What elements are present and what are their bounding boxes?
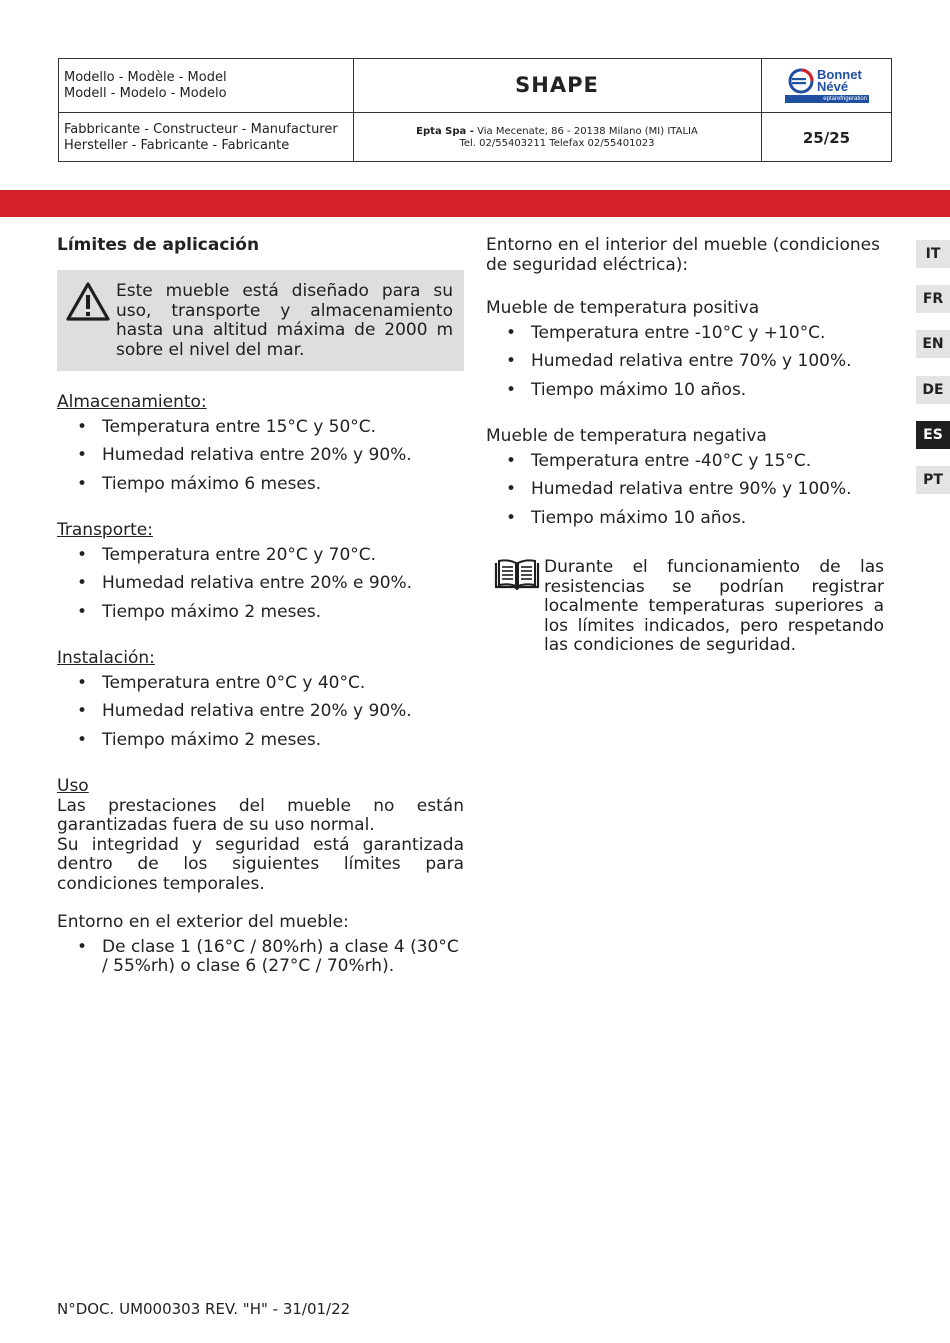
model-label-line: Modello - Modèle - Model (64, 70, 227, 85)
lang-tab-it[interactable]: IT (916, 240, 950, 268)
lang-tab-en[interactable]: EN (916, 330, 950, 358)
installation-heading: Instalación: (57, 648, 155, 668)
warning-text: Este mueble está diseñado para su uso, transporte y almacenamiento hasta una altitud máxima de 2000 m sobre el nivel del mar. (116, 281, 453, 360)
warning-box (57, 270, 464, 371)
interior-heading: Entorno en el interior del mueble (condiciones de seguridad eléctrica): (486, 235, 880, 275)
exterior-heading: Entorno en el exterior del mueble: (57, 912, 349, 932)
model-label (59, 70, 353, 102)
lang-tab-fr[interactable]: FR (916, 285, 950, 313)
list-item: • Humedad relativa entre 20% y 90%. (57, 702, 464, 722)
company-address-line (353, 126, 761, 138)
brand-logo (761, 59, 892, 112)
transport-heading: Transporte: (57, 520, 153, 540)
company-name: Epta Spa - (416, 126, 474, 137)
company-address: Via Mecenate, 86 - 20138 Milano (MI) ITALIA (477, 126, 698, 137)
logo-brand-line: Bonnet (817, 67, 862, 82)
lang-tab-de[interactable]: DE (916, 376, 950, 404)
logo-euro-icon (787, 67, 817, 95)
installation-section (57, 649, 464, 750)
open-book-icon (494, 559, 540, 591)
list-item: • Temperatura entre -40°C y 15°C. (486, 452, 894, 472)
logo-brand-line: Névé (817, 79, 849, 94)
logo-mark (785, 67, 871, 105)
list-item: • Humedad relativa entre 90% y 100%. (486, 480, 894, 500)
list-item: • Temperatura entre 15°C y 50°C. (57, 418, 464, 438)
positive-section (486, 299, 894, 400)
list-item: • Tiempo máximo 2 meses. (57, 731, 464, 751)
manufacturer-label-line: Hersteller - Fabricante - Fabricante (64, 138, 290, 153)
list-item: • Tiempo máximo 2 meses. (57, 603, 464, 623)
model-name: SHAPE (515, 73, 599, 97)
negative-heading: Mueble de temperatura negativa (486, 426, 767, 446)
list-item: • Tiempo máximo 6 meses. (57, 475, 464, 495)
manufacturer-label-line: Fabbricante - Constructeur - Manufacturer (64, 122, 338, 137)
note-text: Durante el funcionamiento de las resistencias se podrían registrar localmente temperaturas superiores a los límites indicados, pero respetando las condiciones de seguridad. (544, 557, 884, 655)
list-item: • Humedad relativa entre 70% y 100%. (486, 352, 894, 372)
list-item: • Tiempo máximo 10 años. (486, 509, 894, 529)
list-item: • Humedad relativa entre 20% y 90%. (57, 446, 464, 466)
list-item: • Temperatura entre 20°C y 70°C. (57, 546, 464, 566)
negative-section (486, 427, 894, 528)
transport-section (57, 521, 464, 622)
header-table (58, 58, 892, 162)
company-phone: Tel. 02/55403211 Telefax 02/55401023 (459, 138, 655, 149)
model-label-line: Modell - Modelo - Modelo (64, 86, 227, 101)
storage-section (57, 393, 464, 494)
exterior-section (57, 913, 464, 977)
storage-heading: Almacenamiento: (57, 392, 207, 412)
list-item: • Tiempo máximo 10 años. (486, 381, 894, 401)
section-title: Límites de aplicación (57, 235, 260, 255)
page-number: 25/25 (802, 129, 851, 147)
lang-tab-es[interactable]: ES (916, 421, 950, 449)
manufacturer-label (59, 122, 353, 154)
positive-heading: Mueble de temperatura positiva (486, 298, 760, 318)
header-divider (59, 112, 891, 113)
use-paragraph: Las prestaciones del mueble no están garantizadas fuera de su uso normal. (57, 795, 464, 835)
company-info (353, 126, 761, 150)
list-item: • De clase 1 (16°C / 80%rh) a clase 4 (30°C / 55%rh) o clase 6 (27°C / 70%rh). (57, 938, 464, 977)
use-heading: Uso (57, 776, 89, 796)
doc-reference: N°DOC. UM000303 REV. "H" - 31/01/22 (57, 1300, 351, 1318)
list-item: • Humedad relativa entre 20% e 90%. (57, 574, 464, 594)
list-item: • Temperatura entre -10°C y +10°C. (486, 324, 894, 344)
use-paragraph: Su integridad y seguridad está garantizada dentro de los siguientes límites para condiciones temporales. (57, 834, 464, 894)
list-item: • Temperatura entre 0°C y 40°C. (57, 674, 464, 694)
logo-tagline: eptarefrigeration (785, 95, 869, 103)
use-section (57, 777, 464, 894)
accent-bar (0, 190, 950, 217)
warning-triangle-icon (65, 281, 111, 323)
lang-tab-pt[interactable]: PT (916, 466, 950, 494)
